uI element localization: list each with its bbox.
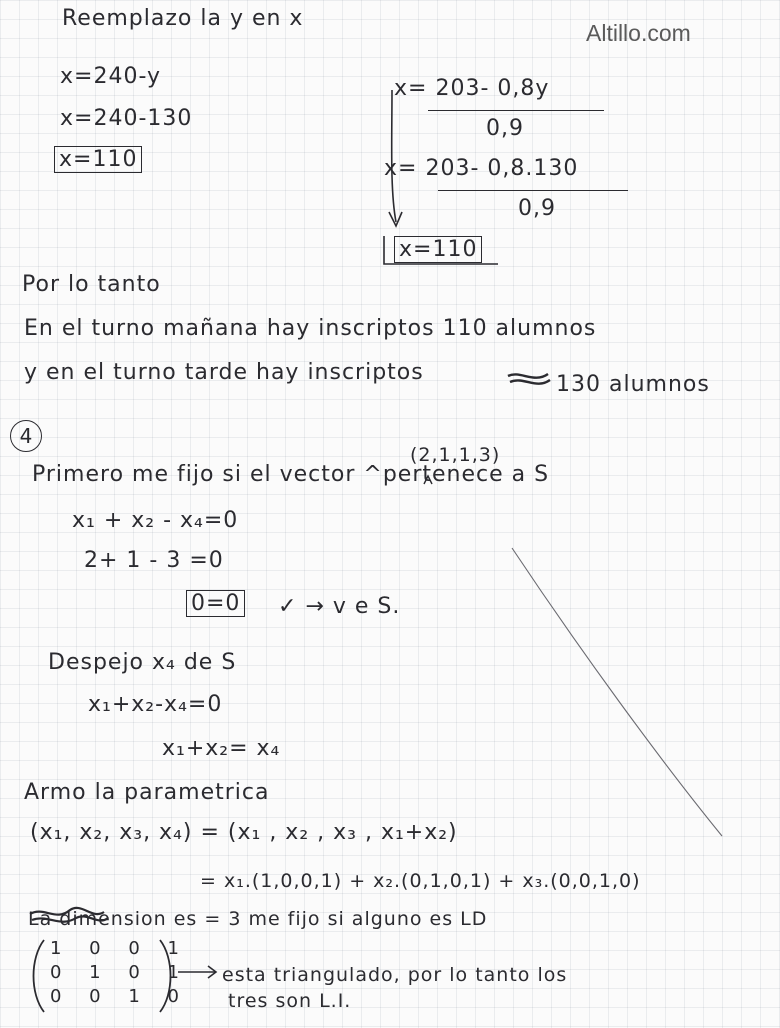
exercise-number: 4	[19, 424, 33, 448]
conclusion-value: 130 alumnos	[556, 372, 710, 397]
check-conclusion: ✓ → v e S.	[278, 594, 401, 619]
equation-2-1-3: 2+ 1 - 3 =0	[84, 548, 224, 573]
matrix-row-1: 1 0 0 1	[50, 938, 190, 959]
fraction-denominator-1: 0,9	[486, 116, 524, 141]
dimension-line: La dimension es = 3 me fijo si alguno es LD	[28, 908, 488, 930]
matrix-row-3: 0 0 1 0	[50, 986, 190, 1007]
equation-x-240-y: x=240-y	[60, 64, 162, 89]
vector-label: (2,1,1,3)	[410, 444, 501, 466]
despejo-line: Despejo x₄ de S	[48, 650, 237, 675]
fraction-numerator-1: x= 203- 0,8y	[394, 76, 550, 101]
triangulado-line-2: tres son L.I.	[228, 990, 352, 1012]
armo-line: Armo la parametrica	[24, 780, 270, 805]
heading-reemplazo: Reemplazo la y en x	[62, 6, 304, 31]
result-underline	[384, 236, 498, 264]
equation-x1-x2-x4-b: x₁+x₂-x₄=0	[88, 692, 223, 717]
triangulado-line-1: esta triangulado, por lo tanto los	[222, 964, 568, 986]
matrix-left-paren	[34, 940, 45, 1012]
caret-mark	[424, 476, 432, 484]
parametric-line-2: = x₁.(1,0,0,1) + x₂.(0,1,0,1) + x₃.(0,0,1,0)	[200, 870, 641, 892]
dimension-scribble	[30, 908, 108, 922]
conclusion-line-1: Por lo tanto	[22, 272, 161, 297]
down-arrow-stroke	[392, 90, 396, 222]
check-box-0-0: 0=0	[186, 590, 245, 617]
fraction-denominator-2: 0,9	[518, 196, 556, 221]
parametric-line-1: (x₁, x₂, x₃, x₄) = (x₁ , x₂ , x₃ , x₁+x₂)	[30, 820, 458, 845]
equation-x4-result: x₁+x₂= x₄	[162, 736, 281, 761]
result-x-110-right: x=110	[394, 236, 482, 263]
watermark-text: Altillo.com	[586, 20, 691, 46]
equation-x1-x2-x4: x₁ + x₂ - x₄=0	[72, 508, 239, 533]
result-x-110-left: x=110	[54, 146, 142, 173]
equation-x-240-130: x=240-130	[60, 106, 193, 131]
fraction-numerator-2: x= 203- 0,8.130	[384, 156, 579, 181]
diagonal-stroke	[512, 548, 722, 836]
scribble-mark	[508, 374, 550, 384]
matrix-row-2: 0 1 0 1	[50, 962, 190, 983]
conclusion-line-3: y en el turno tarde hay inscriptos	[24, 360, 424, 385]
conclusion-line-2: En el turno mañana hay inscriptos 110 alumnos	[24, 316, 597, 341]
matrix-right-paren	[160, 940, 171, 1012]
primero-line: Primero me fijo si el vector ^pertenece a S	[32, 462, 550, 487]
